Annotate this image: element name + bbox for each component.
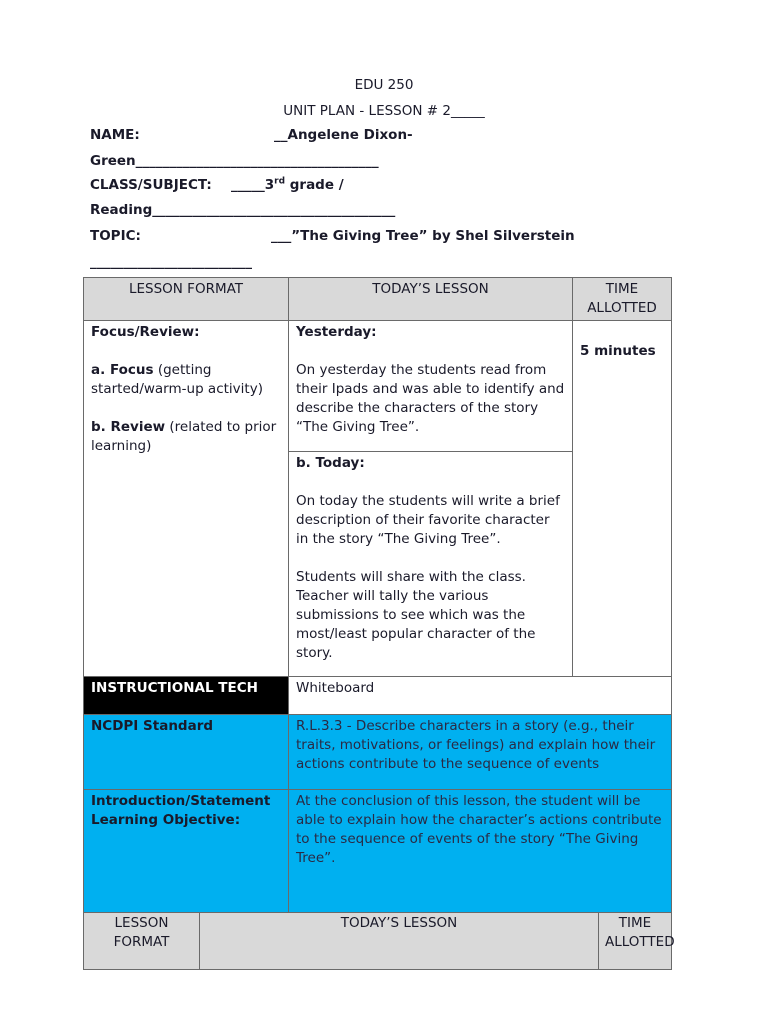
objective-label: Introduction/Statement Learning Objective: xyxy=(84,790,289,921)
topic-value: ___”The Giving Tree” by Shel Silverstein xyxy=(271,228,575,244)
focus-item: a. Focus (getting started/warm-up activity) xyxy=(91,362,263,397)
table2-header-time-allotted: TIME ALLOTTED xyxy=(599,913,672,970)
instructional-tech-label: INSTRUCTIONAL TECH xyxy=(84,677,289,715)
today-title: b. Today: xyxy=(296,455,365,471)
table2-header-lesson-format: LESSON FORMAT xyxy=(84,913,200,970)
table-header-row xyxy=(84,278,672,321)
lesson-content-cell xyxy=(289,321,573,677)
topic-line: ________________________ xyxy=(90,254,252,270)
focus-review-row xyxy=(84,321,672,677)
class-value: _____3rd grade / xyxy=(231,176,344,193)
topic-label: TOPIC: xyxy=(90,228,141,244)
lesson-table-2 xyxy=(83,912,675,970)
today-text-1: On today the students will write a brief description of their favorite character in the story “The Giving Tree”. xyxy=(296,493,560,547)
today-text-2: Students will share with the class. Teacher will tally the various submissions to see which was the most/least popular character of the story. xyxy=(296,569,536,661)
yesterday-title: Yesterday: xyxy=(296,324,377,340)
lesson-table xyxy=(83,277,672,921)
ncdpi-label: NCDPI Standard xyxy=(84,715,289,790)
yesterday-section xyxy=(289,321,572,452)
instructional-tech-value: Whiteboard xyxy=(289,677,672,715)
instructional-tech-row xyxy=(84,677,672,715)
time-cell xyxy=(573,321,672,677)
yesterday-text: On yesterday the students read from their Ipads and was able to identify and describe the characters of the story “The Giving Tree”. xyxy=(296,362,565,435)
today-section xyxy=(289,452,572,665)
table2-header-todays-lesson: TODAY’S LESSON xyxy=(200,913,599,970)
header-todays-lesson: TODAY’S LESSON xyxy=(289,278,573,321)
name-value: __Angelene Dixon- xyxy=(274,127,413,143)
header-time-allotted: TIME ALLOTTED xyxy=(573,278,672,321)
review-item: b. Review (related to prior learning) xyxy=(91,419,277,454)
ncdpi-value: R.L.3.3 - Describe characters in a story (e.g., their traits, motivations, or feelings) and explain how their actions contribute to the sequence of events xyxy=(289,715,672,790)
table2-header-row xyxy=(84,913,672,970)
class-label: CLASS/SUBJECT: xyxy=(90,177,212,193)
name-value-continued: Green____________________________________ xyxy=(90,153,379,169)
focus-review-title: Focus/Review: xyxy=(91,324,200,340)
time-value: 5 minutes xyxy=(580,343,656,359)
unit-plan-title: UNIT PLAN - LESSON # 2_____ xyxy=(283,103,485,119)
course-title: EDU 250 xyxy=(354,77,414,93)
class-value-continued: Reading____________________________________ xyxy=(90,202,396,218)
objective-value: At the conclusion of this lesson, the student will be able to explain how the character’s actions contribute to the sequence of events of the story “The Giving Tree”. xyxy=(289,790,672,921)
focus-review-cell xyxy=(84,321,289,677)
name-label: NAME: xyxy=(90,127,140,143)
header-lesson-format: LESSON FORMAT xyxy=(84,278,289,321)
objective-row xyxy=(84,790,672,921)
ncdpi-row xyxy=(84,715,672,790)
